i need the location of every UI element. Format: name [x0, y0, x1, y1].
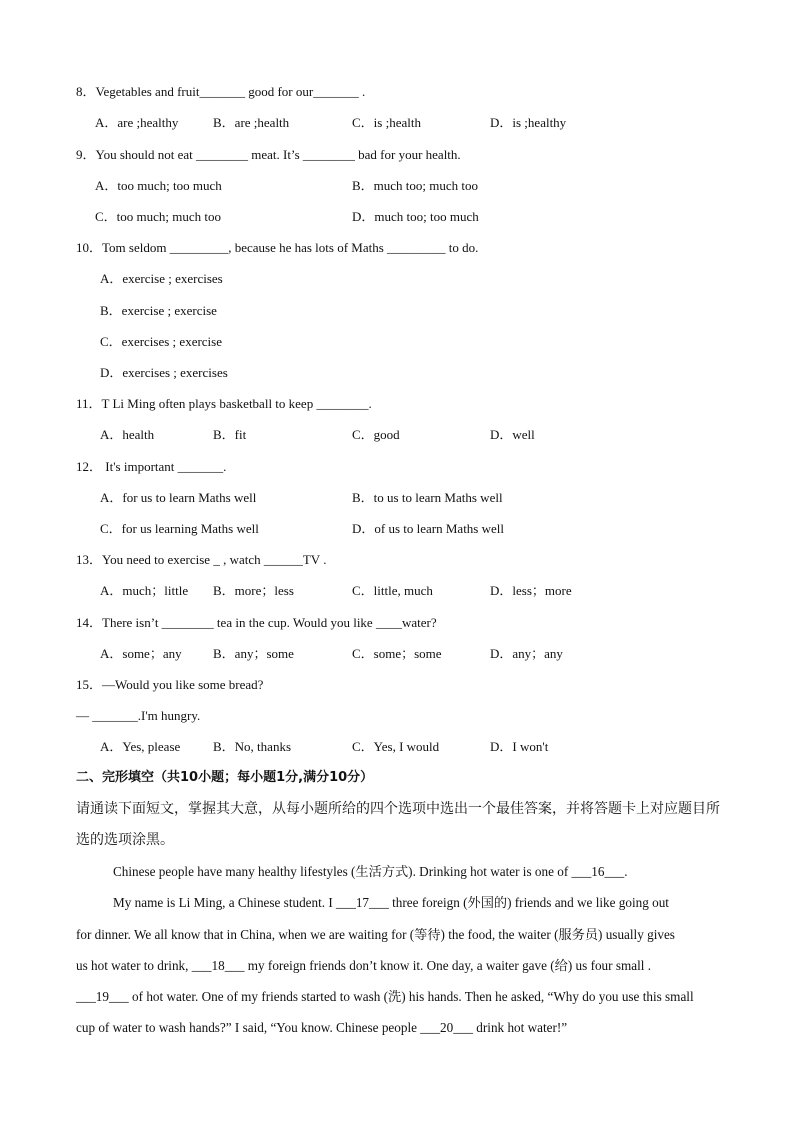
- passage-line-6: cup of water to wash hands?” I said, “You know. Chinese people ___20___ drink hot water!”: [76, 1020, 568, 1035]
- question-14-stem: 14．There isn’t ________ tea in the cup. Would you like ____water?: [76, 615, 437, 630]
- q9-option-b: B．much too; much too: [352, 178, 479, 193]
- q15-option-c: C．Yes, I would: [352, 739, 440, 754]
- q11-option-a: A．health: [100, 427, 155, 442]
- q10-option-d: D．exercises ; exercises: [100, 365, 228, 380]
- q8-option-c: C．is ;health: [352, 115, 421, 130]
- q8-option-a: A．are ;healthy: [95, 115, 179, 130]
- question-13-stem: 13．You need to exercise _ , watch ______TV .: [76, 552, 327, 567]
- q11-option-b: B．fit: [213, 427, 247, 442]
- q12-option-b: B．to us to learn Maths well: [352, 490, 503, 505]
- section-2-heading: 二、完形填空（共10小题；每小题1分,满分10分）: [76, 770, 374, 785]
- q14-option-d: D．any；any: [490, 646, 563, 661]
- q15-option-d: D．I won't: [490, 739, 549, 754]
- q14-option-c: C．some；some: [352, 646, 442, 661]
- passage-line-1: Chinese people have many healthy lifestyles (生活方式). Drinking hot water is one of ___16___.: [113, 864, 628, 879]
- q13-option-a: A．much；little: [100, 583, 189, 598]
- q11-option-d: D．well: [490, 427, 535, 442]
- q12-option-c: C．for us learning Maths well: [100, 521, 259, 536]
- q14-option-b: B．any；some: [213, 646, 294, 661]
- passage-line-3: for dinner. We all know that in China, when we are waiting for (等待) the food, the waiter (服务员) usually gives: [76, 927, 675, 942]
- q9-option-a: A．too much; too much: [95, 178, 222, 193]
- q12-option-a: A．for us to learn Maths well: [100, 490, 257, 505]
- q10-option-b: B．exercise ; exercise: [100, 303, 217, 318]
- q10-option-a: A．exercise ; exercises: [100, 271, 223, 286]
- question-15-stem: 15．—Would you like some bread?: [76, 677, 264, 692]
- q15-option-a: A．Yes, please: [100, 739, 181, 754]
- question-15-reply: — _______.I'm hungry.: [76, 708, 201, 723]
- passage-line-4: us hot water to drink, ___18___ my foreign friends don’t know it. One day, a waiter gave (给) us four small .: [76, 958, 652, 973]
- question-8-stem: 8．Vegetables and fruit_______ good for our_______ .: [76, 84, 366, 99]
- q9-option-d: D．much too; too much: [352, 209, 479, 224]
- question-11-stem: 11．T Li Ming often plays basketball to keep ________.: [76, 396, 372, 411]
- q13-option-d: D．less；more: [490, 583, 572, 598]
- q8-option-d: D．is ;healthy: [490, 115, 567, 130]
- question-12-stem: 12． It's important _______.: [76, 459, 227, 474]
- passage-line-2: My name is Li Ming, a Chinese student. I ___17___ three foreign (外国的) friends and we like going out: [113, 895, 669, 910]
- q13-option-b: B．more；less: [213, 583, 294, 598]
- section-2-instruction-line-1: 请通读下面短文，掌握其大意，从每小题所给的四个选项中选出一个最佳答案，并将答题卡上对应题目所: [76, 801, 720, 817]
- question-9-stem: 9．You should not eat ________ meat. It’s ________ bad for your health.: [76, 147, 461, 162]
- q15-option-b: B．No, thanks: [213, 739, 292, 754]
- q12-option-d: D．of us to learn Maths well: [352, 521, 505, 536]
- question-10-stem: 10．Tom seldom _________, because he has lots of Maths _________ to do.: [76, 240, 479, 255]
- q8-option-b: B．are ;health: [213, 115, 290, 130]
- q14-option-a: A．some；any: [100, 646, 182, 661]
- q13-option-c: C．little, much: [352, 583, 433, 598]
- q9-option-c: C．too much; much too: [95, 209, 222, 224]
- passage-line-5: ___19___ of hot water. One of my friends started to wash (洗) his hands. Then he asked, “Why do you use this small: [76, 989, 694, 1004]
- q11-option-c: C．good: [352, 427, 400, 442]
- section-2-instruction-line-2: 选的选项涂黑。: [76, 832, 174, 848]
- q10-option-c: C．exercises ; exercise: [100, 334, 223, 349]
